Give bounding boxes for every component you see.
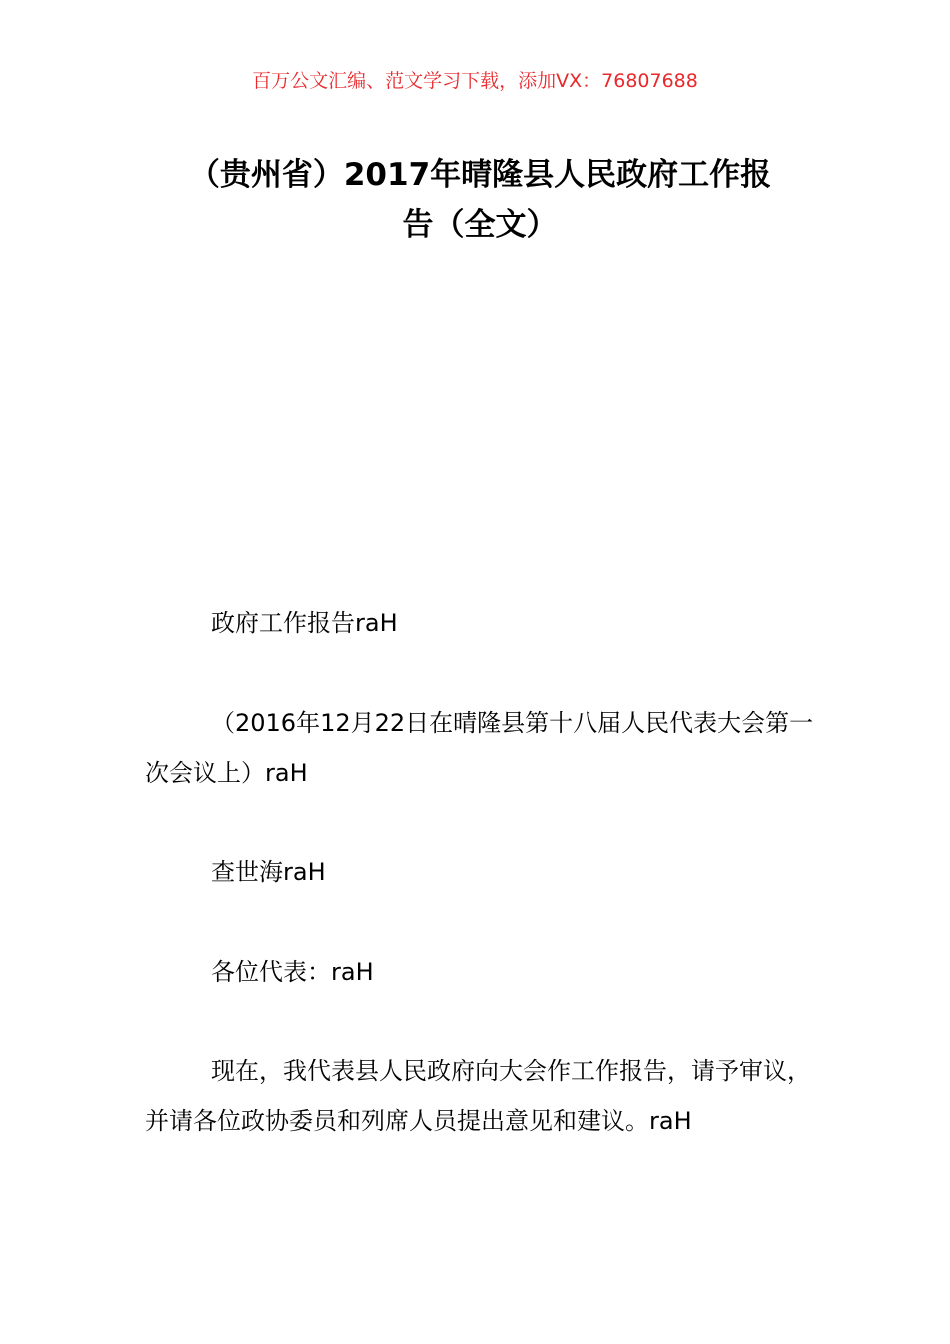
paragraph-opening: 现在，我代表县人民政府向大会作工作报告，请予审议，并请各位政协委员和列席人员提出意见和建议。raH bbox=[145, 1057, 811, 1135]
paragraph-report-heading: 政府工作报告raH bbox=[211, 609, 398, 637]
document-title bbox=[150, 150, 810, 250]
paragraph-speaker: 查世海raH bbox=[211, 858, 326, 886]
title-line-2: 告（全文） bbox=[402, 207, 558, 243]
title-line-1: （贵州省）2017年晴隆县人民政府工作报 bbox=[188, 157, 772, 193]
paragraph-salutation: 各位代表：raH bbox=[211, 958, 374, 986]
paragraph-meeting-info: （2016年12月22日在晴隆县第十八届人民代表大会第一次会议上）raH bbox=[145, 709, 814, 787]
header-note: 百万公文汇编、范文学习下载，添加VX：76807688 bbox=[252, 70, 698, 92]
